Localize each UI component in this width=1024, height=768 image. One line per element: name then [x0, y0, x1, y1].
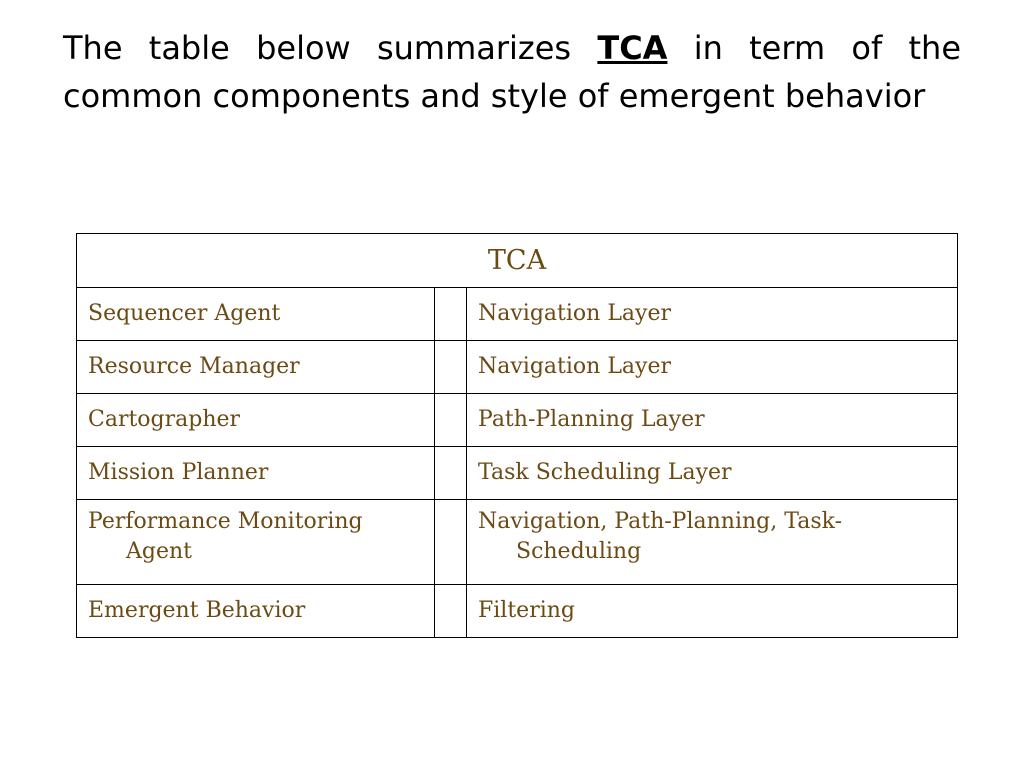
layer-cell: Navigation Layer [467, 288, 958, 341]
layer-cell: Task Scheduling Layer [467, 447, 958, 500]
component-cell: Resource Manager [77, 341, 435, 394]
table-row [77, 500, 958, 585]
table-row [77, 288, 958, 341]
intro-keyword: TCA [597, 29, 668, 67]
component-text: Performance Monitoring Agent [88, 509, 363, 564]
table-row [77, 585, 958, 638]
layer-cell: Navigation Layer [467, 341, 958, 394]
middle-cell [435, 394, 467, 447]
component-cell [77, 500, 435, 585]
intro-text-after: in term of the common components and style of emergent behavior [63, 29, 962, 115]
table-row [77, 394, 958, 447]
layer-text: Navigation, Path-Planning, Task-Scheduling [478, 509, 842, 564]
component-cell: Sequencer Agent [77, 288, 435, 341]
middle-cell [435, 288, 467, 341]
middle-cell [435, 500, 467, 585]
intro-paragraph [63, 24, 961, 120]
table-row [77, 447, 958, 500]
middle-cell [435, 341, 467, 394]
tca-summary-table [76, 233, 958, 638]
middle-cell [435, 585, 467, 638]
component-cell: Cartographer [77, 394, 435, 447]
layer-cell: Path-Planning Layer [467, 394, 958, 447]
component-cell: Emergent Behavior [77, 585, 435, 638]
layer-cell: Filtering [467, 585, 958, 638]
table-header-row [77, 234, 958, 288]
middle-cell [435, 447, 467, 500]
layer-cell [467, 500, 958, 585]
table-row [77, 341, 958, 394]
table-header: TCA [77, 234, 958, 288]
intro-text-before: The table below summarizes [63, 29, 598, 67]
component-cell: Mission Planner [77, 447, 435, 500]
